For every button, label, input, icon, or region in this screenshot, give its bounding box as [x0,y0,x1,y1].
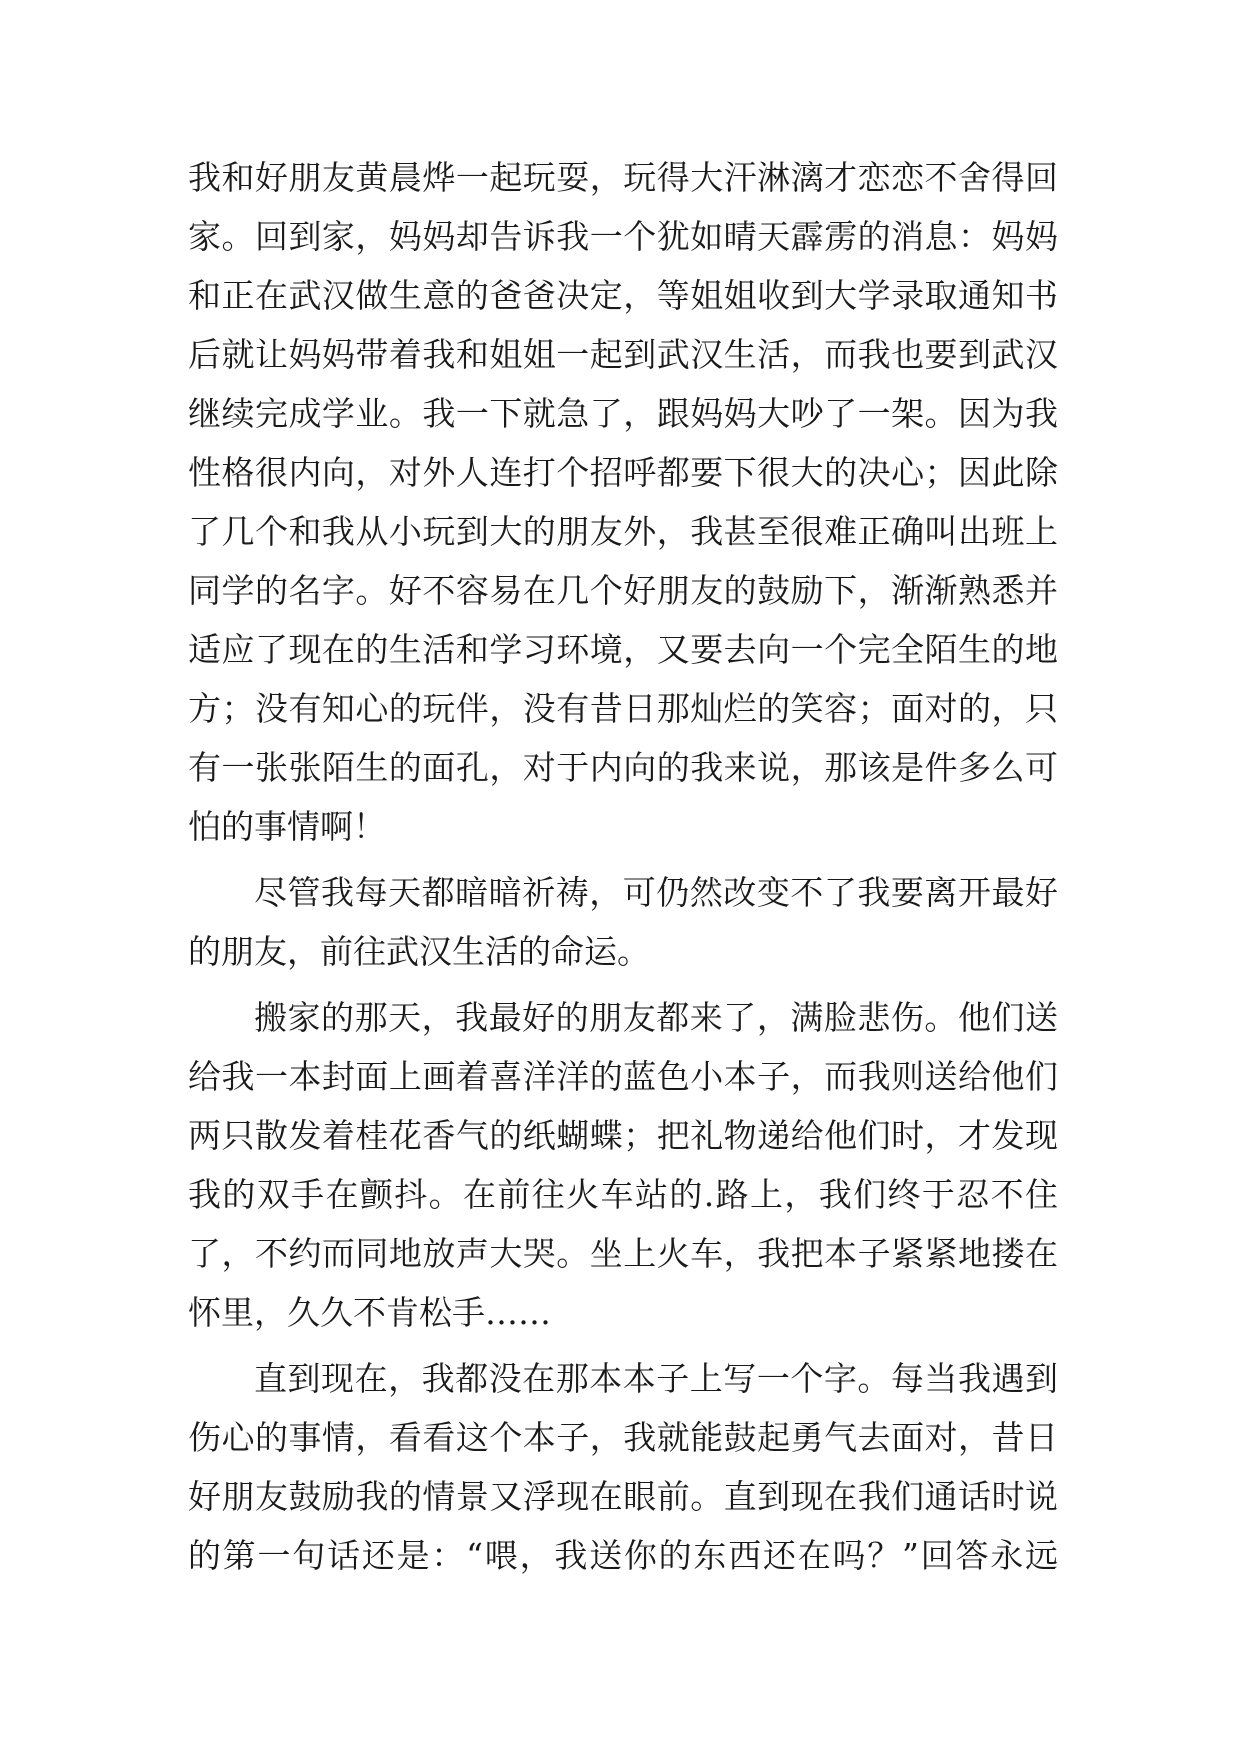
text-line: 继续完成学业。我一下就急了，跟妈妈大吵了一架。因为我 [188,394,1058,433]
text-line: 家。回到家，妈妈却告诉我一个犹如晴天霹雳的消息：妈妈 [188,217,1058,256]
paragraph [188,148,1058,856]
text-line: 的朋友，前往武汉生活的命运。 [188,932,650,971]
text-line: 好朋友鼓励我的情景又浮现在眼前。直到现在我们通话时说 [188,1477,1058,1516]
text-line: 直到现在，我都没在那本本子上写一个字。每当我遇到 [254,1359,1058,1398]
text-line: 性格很内向，对外人连打个招呼都要下很大的决心；因此除 [188,453,1058,492]
text-line: 两只散发着桂花香气的纸蝴蝶；把礼物递给他们时，才发现 [188,1116,1058,1155]
text-line: 了，不约而同地放声大哭。坐上火车，我把本子紧紧地搂在 [188,1234,1058,1273]
text-line: 了几个和我从小玩到大的朋友外，我甚至很难正确叫出班上 [188,512,1058,551]
text-line: 搬家的那天，我最好的朋友都来了，满脸悲伤。他们送 [254,998,1058,1037]
text-line: 后就让妈妈带着我和姐姐一起到武汉生活，而我也要到武汉 [188,335,1058,374]
text-line: 方；没有知心的玩伴，没有昔日那灿烂的笑容；面对的，只 [188,689,1058,728]
text-line: 我和好朋友黄晨烨一起玩耍，玩得大汗淋漓才恋恋不舍得回 [188,158,1058,197]
text-line: 我的双手在颤抖。在前往火车站的.路上，我们终于忍不住 [188,1175,1058,1214]
paragraph [188,863,1058,981]
text-line: 的第一句话还是：“喂，我送你的东西还在吗？”回答永远 [188,1536,1058,1575]
paragraph [188,988,1058,1342]
text-line: 适应了现在的生活和学习环境，又要去向一个完全陌生的地 [188,630,1058,669]
text-line: 有一张张陌生的面孔，对于内向的我来说，那该是件多么可 [188,748,1058,787]
text-line: 同学的名字。好不容易在几个好朋友的鼓励下，渐渐熟悉并 [188,571,1058,610]
text-line: 给我一本封面上画着喜洋洋的蓝色小本子，而我则送给他们 [188,1057,1058,1096]
text-line: 怀里，久久不肯松手…… [188,1293,551,1332]
paragraph [188,1349,1058,1585]
text-line: 怕的事情啊！ [188,807,386,846]
body-text [188,148,1058,1585]
text-line: 伤心的事情，看看这个本子，我就能鼓起勇气去面对，昔日 [188,1418,1058,1457]
text-line: 和正在武汉做生意的爸爸决定，等姐姐收到大学录取通知书 [188,276,1058,315]
text-line: 尽管我每天都暗暗祈祷，可仍然改变不了我要离开最好 [254,873,1058,912]
